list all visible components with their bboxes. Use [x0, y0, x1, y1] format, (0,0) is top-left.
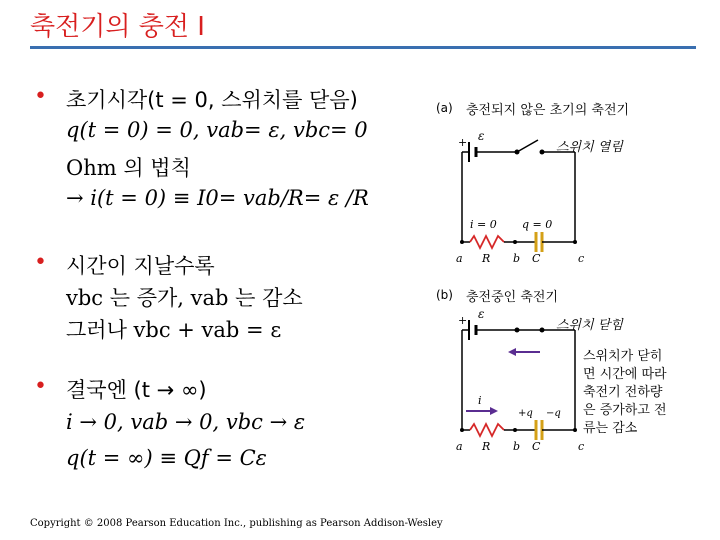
capacitor-a-label: C [532, 252, 541, 265]
panel-b-label: (b) [436, 288, 453, 302]
figure-note [583, 348, 667, 438]
switch-a-label: 스위치 열림 [556, 140, 623, 155]
resistor-b-label: R [482, 440, 491, 453]
bullet-3-line-3: q(t = ∞) ≡ Qf = Cε [66, 446, 267, 470]
charge-b-neg: −q [546, 408, 561, 419]
panel-b-title: 충전중인 축전기 [466, 290, 559, 305]
bullet-2-line-3: 그러나 vbc + vab = ε [66, 318, 282, 342]
copyright-notice: Copyright © 2008 Pearson Education Inc., publishing as Pearson Addison-Wesley [30, 518, 443, 529]
note-line: 면 시간에 따라 [583, 367, 667, 382]
current-b-label: i [478, 394, 482, 407]
note-line: 스위치가 닫히 [583, 349, 663, 364]
capacitor-b-label: C [532, 440, 541, 453]
bullet-1-line-3: Ohm 의 법칙 [66, 156, 191, 180]
resistor-a [470, 236, 504, 248]
node-c: c [578, 440, 585, 453]
node-b: b [513, 252, 521, 265]
current-a-label: i = 0 [470, 218, 497, 231]
bullet-marker: • [34, 374, 47, 399]
bullet-1-line-4: → i(t = 0) ≡ I0= vab/R= ε /R [66, 186, 369, 210]
node-c: c [578, 252, 585, 265]
bullet-3-line-1: 결국엔 (t → ∞) [66, 378, 207, 402]
node-a: a [456, 440, 463, 453]
resistor-a-label: R [482, 252, 491, 265]
note-line: 축전기 전하량 [583, 385, 663, 400]
note-line: 류는 감소 [583, 421, 638, 436]
bullet-marker: • [34, 250, 47, 275]
svg-text:+: + [458, 136, 468, 149]
bullet-1-line-2: q(t = 0) = 0, vab= ε, vbc= 0 [66, 118, 368, 142]
panel-a-title: 충전되지 않은 초기의 축전기 [466, 103, 630, 118]
bullet-3-line-2: i → 0, vab → 0, vbc → ε [66, 410, 306, 434]
bullet-2-line-2: vbc 는 증가, vab 는 감소 [66, 286, 303, 310]
charge-a-label: q = 0 [522, 218, 553, 231]
panel-a-label: (a) [436, 101, 453, 115]
resistor-b [470, 424, 504, 436]
bullet-2-line-1: 시간이 지날수록 [66, 254, 215, 278]
emf-a-label: ε [478, 129, 485, 143]
node-a: a [456, 252, 463, 265]
slide-title: 축전기의 충전 I [30, 12, 205, 42]
switch-b-label: 스위치 닫힘 [556, 318, 623, 333]
svg-text:+: + [458, 314, 468, 327]
note-line: 은 증가하고 전 [583, 403, 667, 418]
node-b: b [513, 440, 521, 453]
switch-a-open [517, 140, 538, 152]
emf-b-label: ε [478, 307, 485, 321]
charge-b-pos: +q [518, 408, 533, 419]
bullet-marker: • [34, 84, 47, 109]
bullet-1-line-1: 초기시각(t = 0, 스위치를 닫음) [66, 88, 358, 112]
